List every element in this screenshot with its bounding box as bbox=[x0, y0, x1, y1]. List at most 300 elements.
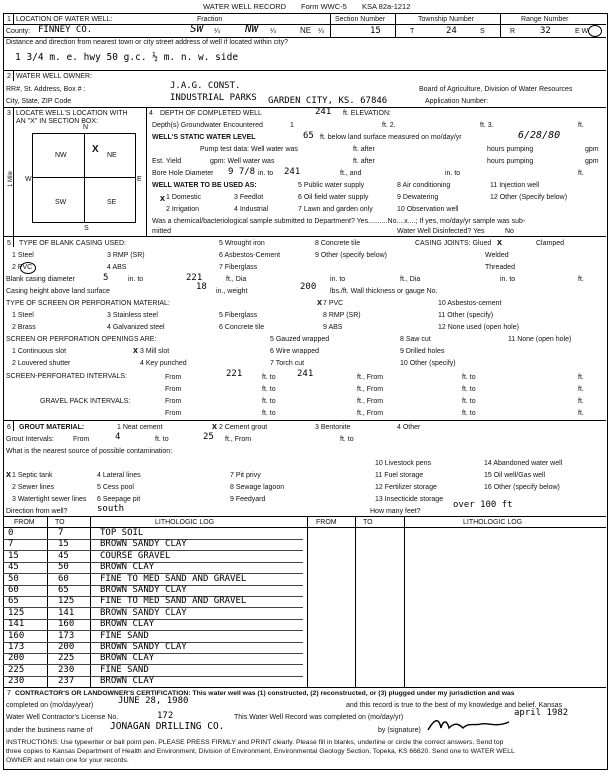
source-6[interactable]: 6 Seepage pit bbox=[97, 496, 141, 503]
screen-type-3[interactable]: 3 Stainless steel bbox=[107, 312, 158, 319]
log-from-value[interactable]: 141 bbox=[8, 619, 25, 629]
signature-label: by (signature) bbox=[378, 727, 421, 734]
grout-ft-to: ft. to bbox=[155, 436, 169, 443]
pvc-check: x bbox=[317, 297, 323, 307]
spi-ft-to-2: ft. to bbox=[462, 374, 476, 381]
well-location-mark: X bbox=[92, 144, 99, 155]
use-3[interactable]: 3 Feedlot bbox=[234, 194, 264, 201]
casing-type-3[interactable]: 3 RMP (SR) bbox=[107, 252, 145, 259]
divider bbox=[3, 236, 606, 237]
license-value[interactable]: 172 bbox=[157, 711, 174, 721]
blank-diameter-value[interactable]: 5 bbox=[103, 273, 109, 283]
direction-value[interactable]: south bbox=[97, 504, 125, 514]
spi-ft-from-2: ft., From bbox=[357, 386, 384, 393]
section-1-number: 1 bbox=[7, 16, 11, 23]
locate-label: LOCATE WELL'S LOCATION WITH bbox=[16, 110, 128, 117]
source-11[interactable]: 11 Fuel storage bbox=[375, 472, 424, 479]
distance-value[interactable]: 1 3/4 m. e. hwy 50 g.c. ½ m. n. w. side bbox=[15, 52, 239, 63]
log-from-value[interactable]: 15 bbox=[8, 551, 19, 561]
se-label: SE bbox=[107, 199, 117, 206]
spi-ft-from: ft., From bbox=[357, 374, 384, 381]
section-5-number: 5 bbox=[7, 240, 11, 247]
log-from-header: FROM bbox=[14, 519, 35, 526]
log-from-value[interactable]: 0 bbox=[8, 528, 14, 538]
log-from-value[interactable]: 200 bbox=[8, 653, 25, 663]
handwritten-signature bbox=[425, 716, 515, 734]
submitted-label: mitted bbox=[152, 228, 172, 235]
static-level-value[interactable]: 65 bbox=[303, 131, 314, 141]
gpi-ft-2: ft. bbox=[578, 410, 584, 417]
gpi-ft-to-4: ft. to bbox=[462, 410, 476, 417]
south-label: S bbox=[84, 225, 89, 232]
north-label: N bbox=[83, 124, 89, 131]
bore-ft-and: ft., and bbox=[340, 170, 362, 177]
disinfected-no[interactable]: No bbox=[505, 228, 514, 235]
use-5[interactable]: 5 Public water supply bbox=[298, 182, 365, 189]
quarter-1: ¼ bbox=[214, 28, 220, 35]
mile-scale bbox=[3, 160, 4, 200]
log-description-value[interactable]: FINE SAND bbox=[100, 665, 149, 675]
groundwater-1: 1 bbox=[290, 122, 294, 129]
section-box-divider bbox=[32, 177, 135, 178]
township-value[interactable]: 24 bbox=[446, 26, 457, 36]
county-label: County: bbox=[6, 28, 31, 35]
gravel-pack-label: GRAVEL PACK INTERVALS: bbox=[40, 398, 131, 405]
grout-3[interactable]: 3 Bentonite bbox=[315, 424, 351, 431]
log-from-value[interactable]: 125 bbox=[8, 608, 25, 618]
instructions-line-3: OWNER and retain one for your records. bbox=[6, 757, 129, 764]
divider bbox=[3, 527, 606, 528]
grout-2[interactable]: 2 Cement grout bbox=[219, 424, 268, 431]
use-10[interactable]: 10 Observation well bbox=[397, 206, 459, 213]
business-label: under the business name of bbox=[6, 727, 93, 734]
source-13[interactable]: 13 Insecticide storage bbox=[375, 496, 444, 503]
form-title: WATER WELL RECORD bbox=[203, 2, 287, 11]
screen-type-10[interactable]: 10 Asbestos-cement bbox=[438, 300, 502, 307]
gpi-ft-to-2: ft. to bbox=[462, 398, 476, 405]
record-date-value[interactable]: april 1982 bbox=[514, 708, 569, 718]
form-frame bbox=[3, 13, 608, 770]
contamination-label: What is the nearest source of possible contamination: bbox=[6, 448, 173, 455]
log-to-value[interactable]: 200 bbox=[58, 642, 75, 652]
use-1[interactable]: 1 Domestic bbox=[166, 194, 202, 201]
nw-label: NW bbox=[55, 152, 67, 159]
blank-in-to: in. to bbox=[128, 276, 144, 283]
log-to-value[interactable]: 7 bbox=[58, 528, 64, 538]
divider bbox=[47, 516, 48, 687]
screen-type-2[interactable]: 2 Brass bbox=[12, 324, 36, 331]
locate-label-2: AN "X" IN SECTION BOX: bbox=[16, 118, 98, 125]
pump-test-label: Pump test data: Well water was bbox=[200, 146, 298, 153]
true-record-label: and this record is true to the best of my knowledge and belief. Kansas bbox=[346, 702, 562, 709]
log-to-header: TO bbox=[55, 519, 65, 526]
divider bbox=[13, 13, 14, 24]
section-number-label: Section Number bbox=[335, 16, 386, 23]
log-description-value[interactable]: BROWN CLAY bbox=[100, 676, 155, 686]
opening-11[interactable]: 11 None (open hole) bbox=[508, 336, 572, 343]
log-to-value[interactable]: 141 bbox=[58, 608, 75, 618]
use-11[interactable]: 11 Injection well bbox=[490, 182, 540, 189]
depth-label: DEPTH OF COMPLETED WELL bbox=[160, 110, 262, 117]
use-9[interactable]: 9 Dewatering bbox=[397, 194, 439, 201]
log-lith-header-2: LITHOLOGIC LOG bbox=[463, 519, 523, 526]
spi-ft-to-3: ft. to bbox=[262, 386, 276, 393]
opening-9[interactable]: 9 Drilled holes bbox=[400, 348, 445, 355]
casing-joints-label: CASING JOINTS: Glued bbox=[415, 240, 492, 247]
gpi-ft-to: ft. to bbox=[262, 398, 276, 405]
use-2[interactable]: 2 Irrigation bbox=[166, 206, 200, 213]
divider bbox=[500, 13, 501, 37]
casing-type-7[interactable]: 7 Fiberglass bbox=[219, 264, 258, 271]
divider bbox=[404, 516, 405, 687]
bore-in-to: in. to bbox=[258, 170, 274, 177]
opening-6[interactable]: 6 Wire wrapped bbox=[270, 348, 320, 355]
east-west-choice[interactable]: E W bbox=[575, 28, 589, 35]
groundwater-label: Depth(s) Groundwater Encountered bbox=[152, 122, 263, 129]
gpm-well-label: gpm: Well water was bbox=[210, 158, 275, 165]
use-6[interactable]: 6 Oil field water supply bbox=[298, 194, 369, 201]
divider bbox=[13, 420, 14, 431]
quarter-3: ¼ bbox=[318, 28, 324, 35]
source-2[interactable]: 2 Sewer lines bbox=[12, 484, 55, 491]
log-description-value[interactable]: COURSE GRAVEL bbox=[100, 551, 171, 561]
openings-label: SCREEN OR PERFORATION OPENINGS ARE: bbox=[6, 336, 157, 343]
grout-to-value[interactable]: 25 bbox=[203, 432, 214, 442]
casing-type-1[interactable]: 1 Steel bbox=[12, 252, 34, 259]
divider bbox=[395, 13, 396, 37]
log-description-value[interactable]: FINE TO MED SAND AND GRAVEL bbox=[100, 574, 247, 584]
application-number-label: Application Number: bbox=[425, 98, 489, 105]
circled-west-mark bbox=[588, 25, 602, 37]
t-label: T bbox=[410, 28, 415, 35]
section-3-number: 3 bbox=[7, 110, 11, 117]
owner-label: WATER WELL OWNER: bbox=[16, 73, 92, 80]
casing-weight-label: in., weight bbox=[216, 288, 248, 295]
instructions-line-2: three copies to Kansas Department of Health and Environment, Division of Environment, Environmental Geology Section, Topeka, KS 66620. Send one to WATER WELL bbox=[6, 748, 515, 755]
use-4[interactable]: 4 Industrial bbox=[234, 206, 269, 213]
use-7[interactable]: 7 Lawn and garden only bbox=[298, 206, 373, 213]
section-value[interactable]: 15 bbox=[370, 26, 381, 36]
septic-check: x bbox=[6, 469, 12, 479]
hours-pumping-label: hours pumping bbox=[487, 146, 534, 153]
blank-casing-label: TYPE OF BLANK CASING USED: bbox=[19, 240, 126, 247]
business-value[interactable]: JONAGAN DRILLING CO. bbox=[110, 721, 225, 732]
log-from-value[interactable]: 225 bbox=[8, 665, 25, 675]
grout-from-value[interactable]: 4 bbox=[115, 432, 121, 442]
spi-ft-2: ft. bbox=[578, 386, 584, 393]
source-12[interactable]: 12 Fertilizer storage bbox=[375, 484, 437, 491]
log-description-value[interactable]: BROWN SANDY CLAY bbox=[100, 585, 187, 595]
fraction-label: Fraction bbox=[197, 16, 223, 23]
log-description-value[interactable]: BROWN CLAY bbox=[100, 562, 155, 572]
bore-to-value[interactable]: 241 bbox=[284, 167, 301, 177]
blank-diameter-2-value[interactable]: 18 bbox=[196, 282, 207, 292]
casing-type-8[interactable]: 8 Concrete tile bbox=[315, 240, 361, 247]
city-label: City, State, ZIP Code bbox=[6, 98, 72, 105]
log-to-value[interactable]: 50 bbox=[58, 562, 69, 572]
log-to-value[interactable]: 65 bbox=[58, 585, 69, 595]
casing-type-2[interactable]: 2 PVC bbox=[12, 264, 33, 271]
source-3[interactable]: 3 Watertight sewer lines bbox=[12, 496, 87, 503]
county-value[interactable]: FINNEY CO. bbox=[38, 25, 93, 35]
gpi-ft-to-3: ft. to bbox=[262, 410, 276, 417]
log-to-value[interactable]: 45 bbox=[58, 551, 69, 561]
fraction-2-value[interactable]: NW bbox=[245, 22, 259, 35]
use-12[interactable]: 12 Other (Specify below) bbox=[490, 194, 568, 201]
township-number-label: Township Number bbox=[418, 16, 475, 23]
elevation-label: ft. ELEVATION: bbox=[343, 110, 391, 117]
welded-label[interactable]: Welded bbox=[485, 252, 509, 259]
source-8[interactable]: 8 Sewage lagoon bbox=[230, 484, 285, 491]
log-description-value[interactable]: BROWN SANDY CLAY bbox=[100, 608, 187, 618]
spi-to-value[interactable]: 241 bbox=[297, 369, 314, 379]
feet-value[interactable]: over 100 ft bbox=[453, 500, 513, 510]
log-to-value[interactable]: 225 bbox=[58, 653, 75, 663]
owner-city-value[interactable]: GARDEN CITY, KS. 67846 bbox=[268, 96, 388, 106]
casing-type-6[interactable]: 6 Asbestos-Cement bbox=[219, 252, 281, 259]
license-label: Water Well Contractor's License No. bbox=[6, 714, 119, 721]
blank-ft-dia-2: ft., Dia bbox=[400, 276, 421, 283]
joints-check: x bbox=[497, 237, 503, 247]
divider bbox=[146, 107, 147, 236]
screen-type-1[interactable]: 1 Steel bbox=[12, 312, 34, 319]
grout-ft-to-2: ft. to bbox=[340, 436, 354, 443]
ne-label: NE bbox=[107, 152, 117, 159]
mile-label: 1 Mile bbox=[8, 170, 15, 188]
ft-after-label: ft. after bbox=[353, 146, 375, 153]
source-14[interactable]: 14 Abandoned water well bbox=[484, 460, 563, 467]
screen-type-label: TYPE OF SCREEN OR PERFORATION MATERIAL: bbox=[6, 300, 170, 307]
log-to-value[interactable]: 15 bbox=[58, 539, 69, 549]
circled-pvc-mark bbox=[20, 262, 36, 274]
source-9[interactable]: 9 Feedyard bbox=[230, 496, 266, 503]
casing-type-4[interactable]: 4 ABS bbox=[107, 264, 127, 271]
divider bbox=[307, 516, 308, 687]
record-completed-label: This Water Well Record was completed on (mo/day/yr) bbox=[234, 714, 404, 721]
screen-intervals-label: SCREEN-PERFORATED INTERVALS: bbox=[6, 373, 127, 380]
sw-label: SW bbox=[55, 199, 67, 206]
divider bbox=[3, 37, 606, 38]
blank-to-value[interactable]: 221 bbox=[186, 273, 203, 283]
certification-label: CONTRACTOR'S OR LANDOWNER'S CERTIFICATION: This water well was (1) constructed, (2) reconstructed, or (3) plugged under my jurisdiction and was bbox=[15, 690, 515, 697]
screen-type-8[interactable]: 8 RMP (SR) bbox=[323, 312, 361, 319]
opening-1[interactable]: 1 Continuous slot bbox=[12, 348, 67, 355]
divider bbox=[13, 70, 14, 81]
use-1-check: x bbox=[160, 193, 166, 203]
casing-type-5[interactable]: 5 Wrought iron bbox=[219, 240, 265, 247]
yield-label: Est. Yield bbox=[152, 158, 182, 165]
log-description-value[interactable]: FINE SAND bbox=[100, 631, 149, 641]
opening-8[interactable]: 8 Saw cut bbox=[400, 336, 431, 343]
source-10[interactable]: 10 Livestock pens bbox=[375, 460, 432, 467]
threaded-label[interactable]: Threaded bbox=[485, 264, 515, 271]
use-label: WELL WATER TO BE USED AS: bbox=[152, 182, 257, 189]
static-level-label: WELL'S STATIC WATER LEVEL bbox=[152, 134, 256, 141]
section-7-number: 7 bbox=[7, 690, 11, 697]
log-to-value[interactable]: 237 bbox=[58, 676, 75, 686]
static-level-tail: ft. below land surface measured on mo/day/yr bbox=[320, 134, 462, 141]
static-date-value[interactable]: 6/28/80 bbox=[518, 130, 561, 141]
chemical-sample-label: Was a chemical/bacteriological sample submitted to Department? Yes..........No....x....; If yes, mo/day/yr sample was sub- bbox=[152, 218, 526, 225]
divider bbox=[3, 687, 606, 688]
log-from-value[interactable]: 45 bbox=[8, 562, 19, 572]
gpi-ft-from-2: ft., From bbox=[357, 410, 384, 417]
location-label: LOCATION OF WATER WELL: bbox=[16, 16, 113, 23]
distance-label: Distance and direction from nearest town or city street address of well if located within city? bbox=[6, 39, 289, 46]
completed-value[interactable]: JUNE 28, 1980 bbox=[118, 696, 189, 706]
gpm-label-2: gpm bbox=[585, 158, 599, 165]
grout-from: From bbox=[73, 436, 90, 443]
source-7[interactable]: 7 Pit privy bbox=[230, 472, 261, 479]
blank-ft: ft. bbox=[578, 276, 584, 283]
ksa-number: KSA 82a-1212 bbox=[362, 2, 411, 11]
opening-2[interactable]: 2 Louvered shutter bbox=[12, 360, 71, 367]
spi-ft-to-4: ft. to bbox=[462, 386, 476, 393]
log-to-value[interactable]: 125 bbox=[58, 596, 75, 606]
log-from-value[interactable]: 60 bbox=[8, 585, 19, 595]
log-row-divider bbox=[3, 664, 303, 665]
fraction-1-value[interactable]: SW bbox=[190, 22, 204, 35]
log-to-value[interactable]: 230 bbox=[58, 665, 75, 675]
range-value[interactable]: 32 bbox=[540, 26, 551, 36]
log-from-value[interactable]: 160 bbox=[8, 631, 25, 641]
screen-type-7[interactable]: 7 PVC bbox=[323, 300, 344, 307]
use-8[interactable]: 8 Air conditioning bbox=[397, 182, 451, 189]
divider bbox=[3, 516, 606, 517]
gpm-label: gpm bbox=[585, 146, 599, 153]
blank-to-2-value[interactable]: 200 bbox=[300, 282, 317, 292]
quarter-2: ¼ bbox=[270, 28, 276, 35]
opening-3[interactable]: 3 Mill slot bbox=[140, 348, 170, 355]
log-to-header-2: TO bbox=[363, 519, 373, 526]
divider bbox=[3, 24, 606, 25]
spi-ft: ft. bbox=[578, 374, 584, 381]
screen-type-11[interactable]: 11 Other (specify) bbox=[438, 312, 494, 319]
groundwater-2: ft. 2. bbox=[382, 122, 396, 129]
log-description-value[interactable]: BROWN SANDY CLAY bbox=[100, 642, 187, 652]
r-label: R bbox=[510, 28, 516, 35]
ft-after-label-2: ft. after bbox=[353, 158, 375, 165]
source-1[interactable]: 1 Septic tank bbox=[12, 472, 53, 479]
divider bbox=[330, 13, 331, 37]
disinfected-label: Water Well Disinfected? Yes bbox=[397, 228, 485, 235]
gpi-ft-from: ft., From bbox=[357, 398, 384, 405]
source-16[interactable]: 16 Other (specify below) bbox=[484, 484, 560, 491]
range-number-label: Range Number bbox=[521, 16, 569, 23]
fraction-3-value: NE bbox=[300, 26, 312, 35]
screen-type-12[interactable]: 12 None used (open hole) bbox=[438, 324, 519, 331]
log-from-value[interactable]: 173 bbox=[8, 642, 25, 652]
log-from-header-2: FROM bbox=[316, 519, 337, 526]
east-label: E bbox=[137, 176, 142, 183]
blank-diameter-label: Blank casing diameter bbox=[6, 276, 75, 283]
source-15[interactable]: 15 Oil well/Gas well bbox=[484, 472, 546, 479]
log-description-value[interactable]: BROWN CLAY bbox=[100, 653, 155, 663]
spi-ft-to: ft. to bbox=[262, 374, 276, 381]
direction-label: Direction from well? bbox=[6, 508, 68, 515]
ft-label: ft. bbox=[578, 122, 584, 129]
blank-in-to-2: in. to bbox=[330, 276, 346, 283]
bore-value[interactable]: 9 7/8 bbox=[228, 167, 256, 177]
log-from-value[interactable]: 230 bbox=[8, 676, 25, 686]
log-from-value[interactable]: 65 bbox=[8, 596, 19, 606]
source-4[interactable]: 4 Lateral lines bbox=[97, 472, 141, 479]
opening-5[interactable]: 5 Gauzed wrapped bbox=[270, 336, 330, 343]
grout-ft-from: ft., From bbox=[225, 436, 252, 443]
log-description-value[interactable]: TOP SOIL bbox=[100, 528, 144, 538]
blank-in-to-3: in. to bbox=[500, 276, 516, 283]
hours-pumping-label-2: hours pumping bbox=[487, 158, 534, 165]
grout-1[interactable]: 1 Neat cement bbox=[117, 424, 163, 431]
instructions-line-1: INSTRUCTIONS: Use typewriter or ball point pen. PLEASE PRESS FIRMLY and PRINT clearly. Please fill in blanks, underline or circle the correct answers. Send top bbox=[6, 739, 504, 746]
casing-height-label: Casing height above land surface bbox=[6, 288, 110, 295]
screen-type-6[interactable]: 6 Concrete tile bbox=[219, 324, 265, 331]
log-description-value[interactable]: BROWN SANDY CLAY bbox=[100, 539, 187, 549]
source-5[interactable]: 5 Cess pool bbox=[97, 484, 134, 491]
divider bbox=[3, 420, 606, 421]
blank-ft-dia: ft., Dia bbox=[226, 276, 247, 283]
log-description-value[interactable]: BROWN CLAY bbox=[100, 619, 155, 629]
log-to-value[interactable]: 160 bbox=[58, 619, 75, 629]
screen-type-9[interactable]: 9 ABS bbox=[323, 324, 343, 331]
spi-from-2: From bbox=[165, 386, 182, 393]
divider bbox=[3, 70, 606, 71]
bore-in-to-2: in. to bbox=[445, 170, 461, 177]
address-label: RR#, St. Address, Box # : bbox=[6, 86, 86, 93]
owner-address-value[interactable]: INDUSTRIAL PARKS bbox=[170, 93, 257, 103]
s-label: S bbox=[480, 28, 485, 35]
log-description-value[interactable]: FINE TO MED SAND AND GRAVEL bbox=[100, 596, 247, 606]
mill-slot-check: x bbox=[133, 345, 139, 355]
gpi-from: From bbox=[165, 398, 182, 405]
opening-4[interactable]: 4 Key punched bbox=[140, 360, 187, 367]
log-from-value[interactable]: 7 bbox=[8, 539, 14, 549]
form-number: Form WWC-5 bbox=[301, 2, 347, 11]
screen-type-5[interactable]: 5 Fiberglass bbox=[219, 312, 258, 319]
opening-10[interactable]: 10 Other (specify) bbox=[400, 360, 456, 367]
log-to-value[interactable]: 173 bbox=[58, 631, 75, 641]
grout-4[interactable]: 4 Other bbox=[397, 424, 421, 431]
section-4-number: 4 bbox=[149, 110, 153, 117]
log-row-divider bbox=[3, 630, 303, 631]
divider bbox=[355, 516, 356, 687]
west-label: W bbox=[25, 176, 32, 183]
casing-type-9[interactable]: 9 Other (specify below) bbox=[315, 252, 387, 259]
bore-label: Bore Hole Diameter bbox=[152, 170, 214, 177]
grout-intervals-label: Grout Intervals: bbox=[6, 436, 54, 443]
divider bbox=[90, 516, 91, 687]
depth-value[interactable]: 241 bbox=[315, 107, 332, 117]
divider bbox=[3, 107, 606, 108]
clamped-label[interactable]: Clamped bbox=[536, 240, 565, 247]
section-6-number: 6 bbox=[7, 424, 11, 431]
grout-material-label: GROUT MATERIAL: bbox=[19, 424, 85, 431]
spi-from-value[interactable]: 221 bbox=[226, 369, 243, 379]
spi-from: From bbox=[165, 374, 182, 381]
board-label: Board of Agriculture, Division of Water Resources bbox=[419, 86, 573, 93]
cement-grout-check: x bbox=[212, 421, 218, 431]
log-from-value[interactable]: 50 bbox=[8, 574, 19, 584]
screen-type-4[interactable]: 4 Galvanized steel bbox=[107, 324, 165, 331]
owner-name-value[interactable]: J.A.G. CONST. bbox=[170, 81, 241, 91]
how-many-feet-label: How many feet? bbox=[370, 508, 421, 515]
log-to-value[interactable]: 60 bbox=[58, 574, 69, 584]
groundwater-3: ft. 3. bbox=[480, 122, 494, 129]
wall-thickness-label: lbs./ft. Wall thickness or gauge No. bbox=[330, 288, 438, 295]
log-lith-header: LITHOLOGIC LOG bbox=[155, 519, 215, 526]
divider bbox=[13, 236, 14, 247]
opening-7[interactable]: 7 Torch cut bbox=[270, 360, 305, 367]
